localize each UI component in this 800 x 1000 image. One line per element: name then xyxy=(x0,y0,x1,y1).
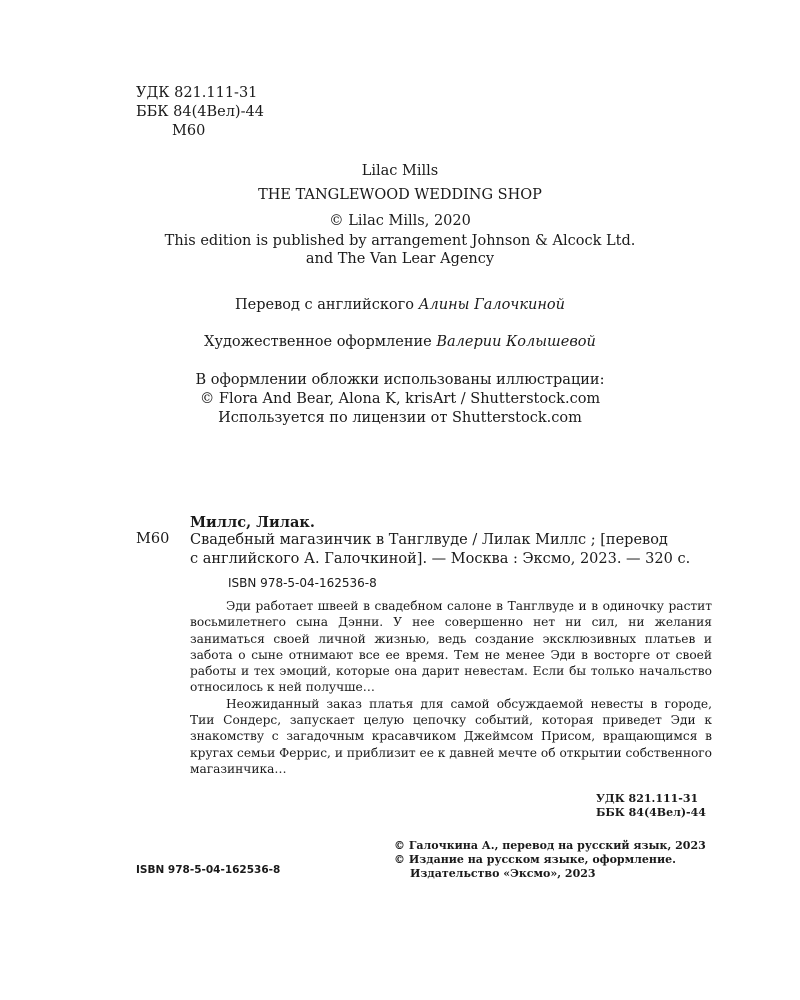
annotation-paragraph-2: Неожиданный заказ платья для самой обсуждаемой невесты в городе, Тии Сондерс, запускает целую цепочку событий, которая приведет Эди к знакомству с загадочным красавчиком Джеймсом Присом, вращающимся в кругах семьи Феррис, и приблизит ее к давней мечте об открытии собственного магазинчика… xyxy=(190,696,712,776)
annotation-paragraph-1: Эди работает швеей в свадебном салоне в Танглвуде и в одиночку растит восьмилетнего сына Дэнни. У нее совершенно нет ни сил, ни желания заниматься своей личной жизнью, ведь создание эксклюзивных платьев и забота о сыне отнимают все ее время. Тем не менее Эди в восторге от своей работы и тех эмоций, которые она дарит невестам. Если бы только начальство относилось к ней получше… xyxy=(190,599,712,695)
bib-author-heading: Миллс, Лилак. xyxy=(190,514,315,531)
translator-name: Алины Галочкиной xyxy=(418,297,565,313)
translation-copyright: © Галочкина А., перевод на русский язык, 2023 xyxy=(394,839,706,852)
annotation-udk: УДК 821.111-31 xyxy=(596,792,699,805)
cover-credit-line-3: Используется по лицензии от Shutterstock.com xyxy=(218,410,582,426)
original-copyright: © Lilac Mills, 2020 xyxy=(329,213,471,229)
udk-code: УДК 821.111-31 xyxy=(136,85,258,101)
bib-description xyxy=(190,531,710,569)
edition-line-2: and The Van Lear Agency xyxy=(305,251,495,267)
original-author: Lilac Mills xyxy=(361,163,439,179)
original-title: THE TANGLEWOOD WEDDING SHOP xyxy=(258,187,542,203)
bib-isbn: ISBN 978-5-04-162536-8 xyxy=(228,576,377,590)
design-label: Художественное оформление xyxy=(204,334,432,350)
edition-line-1: This edition is published by arrangement Johnson & Alcock Ltd. xyxy=(164,233,636,249)
design-credit xyxy=(0,333,800,352)
edition-copyright: © Издание на русском языке, оформление. xyxy=(394,853,676,866)
publisher-copyright: Издательство «Эксмо», 2023 xyxy=(410,867,596,880)
bib-code: М60 xyxy=(136,531,170,547)
cover-credit-line-1: В оформлении обложки использованы иллюстрации: xyxy=(195,372,605,388)
annotation xyxy=(190,598,712,777)
cover-credit-line-2: © Flora And Bear, Alona K, krisArt / Shutterstock.com xyxy=(199,391,601,407)
bib-line-1: Свадебный магазинчик в Танглвуде / Лилак Миллс ; [перевод xyxy=(190,532,668,548)
bib-line-2: с английского А. Галочкиной]. — Москва : Эксмо, 2023. — 320 с. xyxy=(190,551,691,567)
bbk-code: ББК 84(4Вел)-44 xyxy=(136,104,264,120)
translation-label: Перевод с английского xyxy=(235,297,414,313)
annotation-bbk: ББК 84(4Вел)-44 xyxy=(596,806,706,819)
author-mark: М60 xyxy=(172,123,206,139)
translation-credit xyxy=(0,296,800,315)
designer-name: Валерии Колышевой xyxy=(436,334,596,350)
footer-isbn: ISBN 978-5-04-162536-8 xyxy=(136,864,281,876)
